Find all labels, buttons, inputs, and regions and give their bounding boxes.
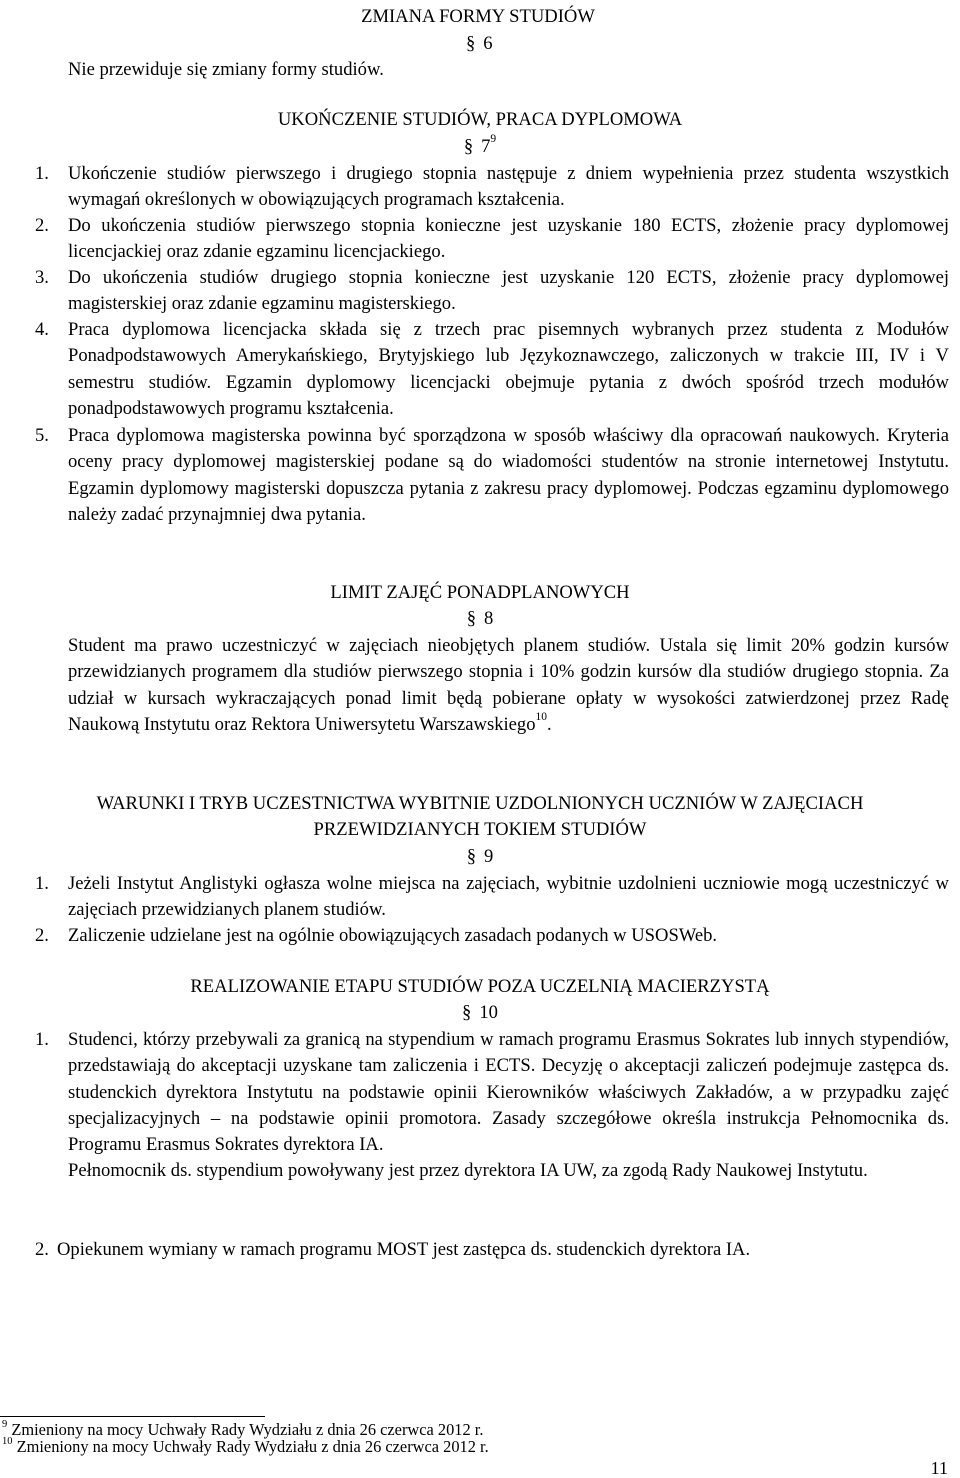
section-number-value: 7 xyxy=(481,136,491,157)
footnote-10 xyxy=(2,1437,489,1457)
list-item-number: 3. xyxy=(35,267,49,288)
list-item-text: Do ukończenia studiów drugiego stopnia konieczne jest uzyskanie 120 ECTS, złożenie pracy dyplomowej magisterskiej oraz zdanie egzaminu magisterskiego. xyxy=(68,267,949,315)
section-paragraph xyxy=(68,633,949,738)
list-item-text: Ukończenie studiów pierwszego i drugiego stopnia następuje z dniem wypełnienia przez studenta wszystkich wymagań określonych w obowiązujących programach kształcenia. xyxy=(68,163,949,211)
list-item-number: 1. xyxy=(35,1029,49,1050)
list-item-number: 2. xyxy=(35,1239,49,1260)
page-number: 11 xyxy=(930,1458,948,1478)
list-item-text: Jeżeli Instytut Anglistyki ogłasza wolne miejsca na zajęciach, wybitnie uzdolnieni uczniowie mogą uczestniczyć w zajęciach przewidzianych planem studiów. xyxy=(68,873,949,921)
list-item-text: Praca dyplomowa licencjacka składa się z trzech prac pisemnych wybranych przez studenta z Modułów Ponadpodstawowych Amerykańskiego, Brytyjskiego lub Językoznawczego, zaliczonych w trakcie III, IV i V semestru studiów. Egzamin dyplomowy licencjacki obejmuje pytania z dwóch spośród trzech modułów ponadpodstawowych programu kształcenia. xyxy=(68,319,949,419)
paragraph-symbol: § xyxy=(462,1002,472,1023)
list-item-number: 1. xyxy=(35,163,49,184)
section-title-ukonczenie: UKOŃCZENIE STUDIÓW, PRACA DYPLOMOWA xyxy=(277,109,683,130)
footnote-mark: 10 xyxy=(2,1435,13,1447)
section-number-7 xyxy=(0,134,960,160)
paragraph-symbol: § xyxy=(466,846,476,867)
list-item xyxy=(35,265,949,318)
section-title-warunki-line2: PRZEWIDZIANYCH TOKIEM STUDIÓW xyxy=(313,819,647,840)
section-number-8 xyxy=(0,606,960,632)
list-item-text: Praca dyplomowa magisterska powinna być sporządzona w sposób właściwy dla opracowań naukowych. Kryteria oceny pracy dyplomowej magisterskiej podane są do wiadomości studentów na stronie internetowej Instytutu. Egzamin dyplomowy magisterski dopuszcza pytania z zakresu pracy dyplomowej. Podczas egzaminu dyplomowego należy zadać przynajmniej dwa pytania. xyxy=(68,425,949,525)
footnote-ref-10: 10 xyxy=(535,710,548,723)
footnote-text: Zmieniony na mocy Uchwały Rady Wydziału z dnia 26 czerwca 2012 r. xyxy=(12,1437,489,1456)
paragraph-symbol: § xyxy=(466,33,476,54)
paragraph-end: . xyxy=(547,713,552,735)
footnote-separator xyxy=(0,1416,265,1417)
list-item xyxy=(35,1027,949,1185)
section-number-value: 10 xyxy=(479,1002,498,1023)
list-item-number: 2. xyxy=(35,215,49,236)
section-title-warunki-line1: WARUNKI I TRYB UCZESTNICTWA WYBITNIE UZDOLNIONYCH UCZNIÓW W ZAJĘCIACH xyxy=(96,793,864,814)
list-item-text: Do ukończenia studiów pierwszego stopnia konieczne jest uzyskanie 180 ECTS, złożenie pracy dyplomowej licencjackiej oraz zdanie egzaminu licencjackiego. xyxy=(68,215,949,263)
list-item-text: Zaliczenie udzielane jest na ogólnie obowiązujących zasadach podanych w USOSWeb. xyxy=(68,925,718,946)
list-item-number: 1. xyxy=(35,873,49,894)
list-item xyxy=(35,161,949,214)
list-item xyxy=(35,317,949,422)
section-title-zmiana-formy: ZMIANA FORMY STUDIÓW xyxy=(361,6,595,27)
list-item xyxy=(35,1237,949,1263)
section-number-value: 6 xyxy=(483,33,493,54)
paragraph-symbol: § xyxy=(463,136,474,157)
paragraph-text: Student ma prawo uczestniczyć w zajęciach nieobjętych planem studiów. Ustala się limit 20% godzin kursów przewidzianych programem dla studiów pierwszego stopnia i 10% godzin kursów dla studiów drugiego stopnia. Za udział w kursach wykraczających ponad limit będą pobierane opłaty w wysokości zatwierdzonej przez Radę Naukową Instytutu oraz Rektora Uniwersytetu Warszawskiego xyxy=(68,635,949,735)
list-item-text: Studenci, którzy przebywali za granicą na stypendium w ramach programu Erasmus Sokrates lub innych stypendiów, przedstawiają do akceptacji uzyskane tam zaliczenia i ECTS. Decyzję o akceptacji zaliczeń podejmuje zastępca ds. studenckich dyrektora Instytutu na podstawie opinii Kierowników właściwych Zakładów, a w przypadku zajęć specjalizacyjnych – na podstawie opinii promotora. Zasady szczegółowe określa instrukcja Pełnomocnika ds. Programu Erasmus Sokrates dyrektora IA. xyxy=(68,1029,949,1156)
list-item-extra-text: Pełnomocnik ds. stypendium powoływany jest przez dyrektora IA UW, za zgodą Rady Naukowej Instytutu. xyxy=(68,1160,868,1182)
section-number-9 xyxy=(0,844,960,870)
list-item-number: 4. xyxy=(35,319,49,340)
list-item xyxy=(35,923,949,949)
section-title-limit-zajec: LIMIT ZAJĘĆ PONADPLANOWYCH xyxy=(330,582,630,603)
section-title-realizowanie: REALIZOWANIE ETAPU STUDIÓW POZA UCZELNIĄ MACIERZYSTĄ xyxy=(190,976,770,997)
paragraph-symbol: § xyxy=(466,608,476,629)
list-item xyxy=(35,423,949,528)
footnote-text: Zmieniony na mocy Uchwały Rady Wydziału z dnia 26 czerwca 2012 r. xyxy=(7,1420,484,1439)
footnote-mark: 9 xyxy=(2,1418,8,1430)
section-number-value: 8 xyxy=(484,608,494,629)
list-item-number: 5. xyxy=(35,425,49,446)
section-intro-text: Nie przewiduje się zmiany formy studiów. xyxy=(68,59,384,80)
list-item-text: Opiekunem wymiany w ramach programu MOST jest zastępca ds. studenckich dyrektora IA. xyxy=(57,1239,751,1260)
list-item xyxy=(35,213,949,266)
list-item-number: 2. xyxy=(35,925,49,946)
section-number-value: 9 xyxy=(484,846,494,867)
list-item xyxy=(35,871,949,924)
section-number-10 xyxy=(0,1000,960,1026)
footnote-ref-9: 9 xyxy=(490,132,497,145)
